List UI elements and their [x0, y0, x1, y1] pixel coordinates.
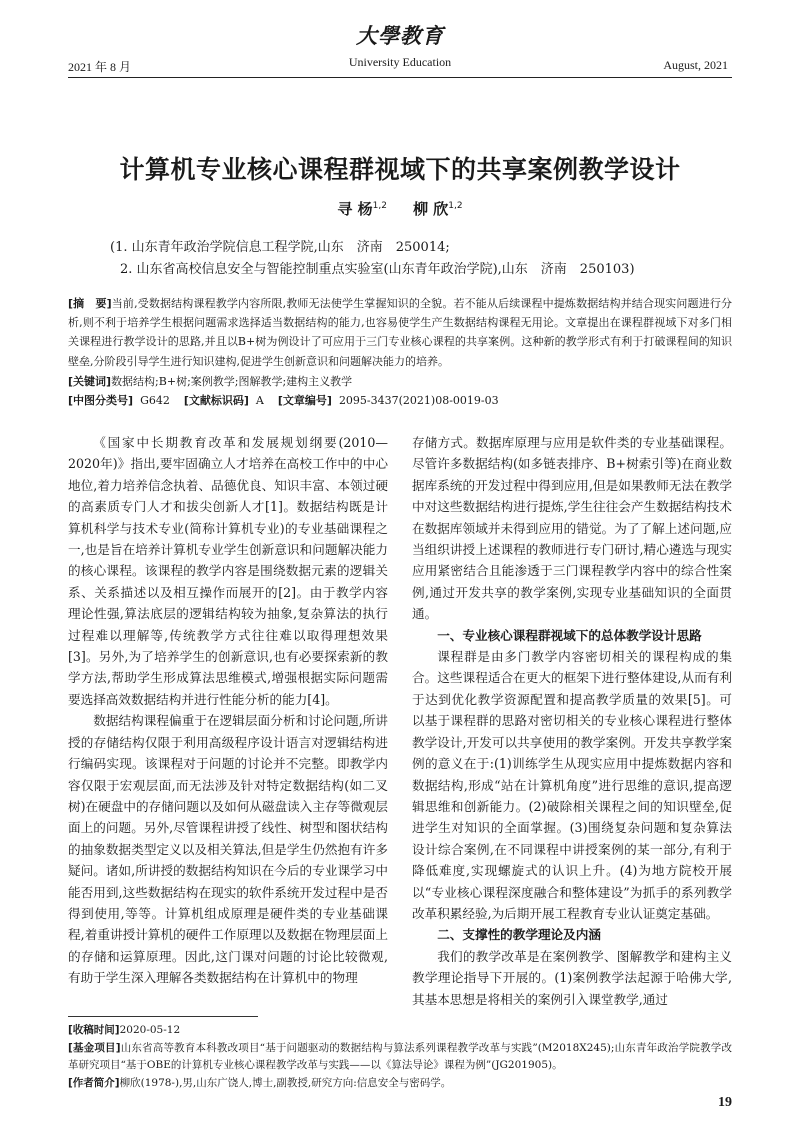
fund-value: 山东省高等教育本科教改项目“基于问题驱动的数据结构与算法系列课程教学改革与实践”(M2018X245);山东青年政治学院教学改革研究项目“基于OBE的计算机专业核心课程教学改革与实践——以《算法导论》课程为例”(JG201905)。 — [68, 1041, 732, 1071]
article-no-value: 2095-3437(2021)08-0019-03 — [338, 394, 499, 407]
section-heading: 二、支撑性的教学理论及内涵 — [437, 927, 601, 943]
author-bio — [68, 1075, 732, 1093]
author-line — [0, 198, 800, 219]
footnotes — [68, 1022, 732, 1092]
page-number: 19 — [718, 1095, 732, 1110]
author-name: 柳 欣 — [413, 200, 449, 218]
journal-name-en: University Education — [348, 55, 452, 69]
header-divider — [68, 77, 732, 78]
clc-value: G642 — [140, 394, 170, 407]
body-paragraph: 数据结构课程偏重于在逻辑层面分析和讨论问题,所讲授的存储结构仅限于利用高级程序设计语言对逻辑结构进行编码实现。该课程对于问题的讨论并不完整。即教学内容仅限于宏观层面,而无法涉及针对特定数据结构(如二叉树)在硬盘中的存储问题以及如何从磁盘读入主存等微观层面上的问题。另外,尽管课程讲授了线性、树型和图状结构的抽象数据类型定义以及相关算法,但是学生仍然抱有许多疑问。诸如,所讲授的数据结构知识在今后的专业课学习中能否用到,这些数据结构在现实的软件系统开发过程中是否得到使用,等等。计算机组成原理是硬件类的专业基础课程,着重讲授计算机的硬件工作原理以及数据在物理层面上的存储和运算原理。因此,这门课对问题的讨论比较微观,有助于学生深入理解各类数据结构在计算机中的物理 — [68, 713, 388, 986]
body-paragraph: 《国家中长期教育改革和发展规划纲要(2010—2020年)》指出,要牢固确立人才培养在高校工作中的中心地位,着力培养信念执着、品德优良、知识丰富、本领过硬的高素质专门人才和拔尖创新人才[1]。数据结构既是计算机科学与技术专业(简称计算机专业)的专业基础课程之一,也是旨在培养计算机专业学生创新意识和问题解决能力的核心课程。该课程的教学内容是围绕数据元素的逻辑关系、关系描述以及相互操作而展开的[2]。由于教学内容理论性强,算法底层的逻辑结构较为抽象,复杂算法的执行过程难以理解等,传统教学方式往往难以取得理想效果[3]。另外,为了培养学生的创新意识,也有必要探索新的教学方法,帮助学生形成算法思维模式,增强根据实际问题需要选择高效数据结构并进行性能分析的能力[4]。 — [68, 435, 388, 707]
classification-line — [68, 392, 732, 408]
issue-date-en: August, 2021 — [663, 58, 728, 72]
author-bio-label: [作者简介] — [68, 1076, 120, 1089]
footnote-divider — [68, 1016, 258, 1017]
body-paragraph: 课程群是由多门教学内容密切相关的课程构成的集合。这些课程适合在更大的框架下进行整体建设,从而有利于达到优化教学资源配置和提高教学质量的效果[5]。可以基于课程群的思路对密切相关的专业核心课程进行整体教学设计,开发可以共享使用的教学案例。开发共享教学案例的意义在于:(1)训练学生从现实应用中提炼数据内容和数据结构,形成“站在计算机角度”进行思维的意识,提高逻辑思维和创新能力。(2)破除相关课程之间的知识壁垒,促进学生对知识的全面掌握。(3)围绕复杂问题和复杂算法设计综合案例,在不同课程中讲授案例的某一部分,有利于降低难度,实现螺旋式的认识上升。(4)为地方院校开展以“专业核心课程深度融合和整体建设”为抓手的系列教学改革积累经验,为后期开展工程教育专业认证奠定基础。 — [412, 649, 732, 921]
section-heading: 一、专业核心课程群视域下的总体教学设计思路 — [437, 627, 702, 643]
fund-label: [基金项目] — [68, 1041, 121, 1054]
body-column-right — [412, 432, 732, 1010]
abstract-label: [摘 要] — [68, 297, 112, 310]
author-affiliation-mark: 1,2 — [372, 201, 387, 211]
author-name: 寻 杨 — [337, 200, 373, 218]
abstract-text: 当前,受数据结构课程教学内容所限,教师无法使学生掌握知识的全貌。若不能从后续课程中提炼数据结构并结合现实问题进行分析,则不利于培养学生根据问题需求选择适当数据结构的能力,也容易使学生产生数据结构课程无用论。文章提出在课程群视域下对多门相关课程进行教学设计的思路,并且以B+树为例设计了可应用于三门专业核心课程的共享案例。这种新的教学形式有利于打破课程间的知识壁垒,分阶段引导学生进行知识建构,促进学生创新意识和问题解决能力的培养。 — [68, 297, 732, 368]
journal-logo: 大學教育 — [356, 23, 444, 48]
affiliation-1: (1. 山东青年政治学院信息工程学院,山东 济南 250014; — [110, 240, 450, 255]
received-label: [收稿时间] — [68, 1024, 120, 1036]
clc-label: [中图分类号] — [68, 394, 134, 407]
affiliation-2: 2. 山东省高校信息安全与智能控制重点实验室(山东青年政治学院),山东 济南 250103) — [120, 262, 635, 277]
doc-code-label: [文献标识码] — [183, 394, 249, 407]
keywords — [68, 373, 732, 389]
body-paragraph: 存储方式。数据库原理与应用是软件类的专业基础课程。尽管许多数据结构(如多链表排序、B+树索引等)在商业数据库系统的开发过程中得到应用,但是如果教师无法在教学中对这些数据结构进行提炼,学生往往会产生数据结构技术在数据库领域并未得到应用的错觉。为了了解上述问题,应当组织讲授上述课程的教师进行专门研讨,精心遴选与现实应用紧密结合且能渗透于三门课程教学内容中的综合性案例,通过开发共享的教学案例,实现专业基础知识的全面贯通。 — [412, 435, 732, 622]
abstract — [68, 294, 732, 371]
article-title: 计算机专业核心课程群视域下的共享案例教学设计 — [119, 155, 681, 184]
author-affiliation-mark: 1,2 — [448, 201, 463, 211]
body-column-left — [68, 432, 388, 989]
issue-date-cn: 2021 年 8 月 — [68, 60, 132, 74]
keywords-label: [关键词] — [68, 375, 112, 388]
received-value: 2020-05-12 — [119, 1024, 181, 1036]
received-date — [68, 1022, 732, 1040]
article-no-label: [文章编号] — [277, 394, 332, 407]
keywords-text: 数据结构;B+树;案例教学;图解教学;建构主义教学 — [111, 375, 353, 388]
doc-code-value: A — [255, 394, 264, 407]
fund-info — [68, 1040, 732, 1075]
author-bio-value: 柳欣(1978-),男,山东广饶人,博士,副教授,研究方向:信息安全与密码学。 — [119, 1076, 452, 1089]
body-paragraph: 我们的教学改革是在案例教学、图解教学和建构主义教学理论指导下开展的。(1)案例教学法起源于哈佛大学,其基本思想是将相关的案例引入课堂教学,通过 — [412, 948, 732, 1007]
